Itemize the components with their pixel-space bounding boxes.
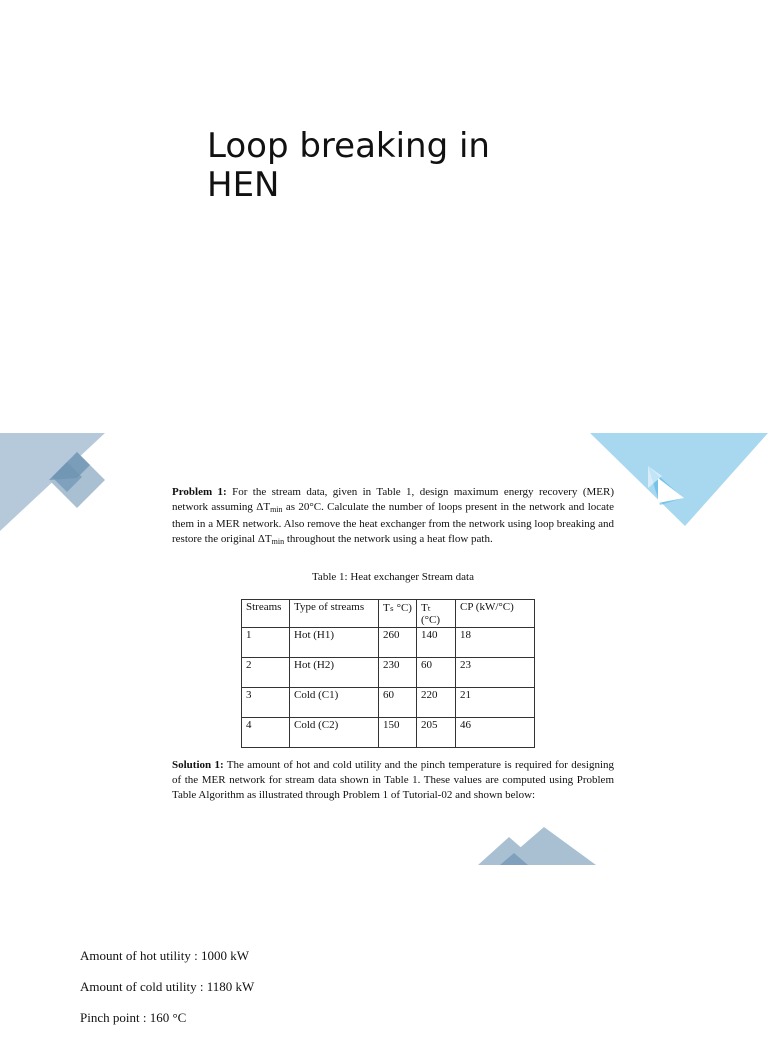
header-cell: Streams [242, 600, 290, 628]
table-header-row [242, 600, 535, 628]
table-cell: 205 [417, 718, 456, 748]
solution-statement [172, 758, 614, 803]
problem-text-part2: as 20°C. Calculate the number of loops present in the network and locate them in a MER network. Also remove the heat exchanger from the network using loop breaking and restore the original ΔT [172, 501, 614, 545]
table-cell: 150 [379, 718, 417, 748]
table-cell: 21 [456, 688, 535, 718]
table-row [242, 718, 535, 748]
delta-t-subscript: min [271, 537, 285, 546]
results-list [80, 948, 254, 1041]
table-cell: 18 [456, 628, 535, 658]
table-cell: 60 [417, 658, 456, 688]
table-row [242, 628, 535, 658]
solution-text: The amount of hot and cold utility and the pinch temperature is required for designing of the MER network for stream data shown in Table 1. These values are computed using Problem Table Algorithm as illustrated through Problem 1 of Tutorial-02 and shown below: [172, 759, 615, 801]
left-diamond-decoration [0, 433, 110, 533]
table-cell: 3 [242, 688, 290, 718]
problem-text-part3: throughout the network using a heat flow path. [284, 533, 493, 545]
table-cell: 2 [242, 658, 290, 688]
table-cell: 23 [456, 658, 535, 688]
header-cell: Type of streams [290, 600, 379, 628]
table-cell: 140 [417, 628, 456, 658]
problem-statement [172, 485, 614, 549]
header-cell: CP (kW/°C) [456, 600, 535, 628]
stream-data-table [241, 599, 535, 748]
table-row [242, 658, 535, 688]
table-cell: 60 [379, 688, 417, 718]
slide-title: Loop breaking in HEN [207, 126, 490, 205]
table-cell: 220 [417, 688, 456, 718]
table-cell: 230 [379, 658, 417, 688]
delta-t-subscript: min [270, 505, 283, 514]
solution-label: Solution 1: [172, 759, 224, 771]
table-cell: 1 [242, 628, 290, 658]
table-cell: 46 [456, 718, 535, 748]
hot-utility-value: Amount of hot utility : 1000 kW [80, 948, 249, 963]
table-row [242, 688, 535, 718]
table-cell: Cold (C2) [290, 718, 379, 748]
table-cell: Hot (H1) [290, 628, 379, 658]
bottom-triangle-decoration [478, 825, 598, 867]
cold-utility-value: Amount of cold utility : 1180 kW [80, 979, 255, 994]
table-cell: 260 [379, 628, 417, 658]
problem-label: Problem 1: [172, 486, 227, 498]
table-cell: 4 [242, 718, 290, 748]
table-caption: Table 1: Heat exchanger Stream data [311, 571, 474, 583]
header-cell: Tₛ °C) [379, 600, 417, 628]
pinch-point-value: Pinch point : 160 °C [80, 1010, 187, 1025]
table-cell: Hot (H2) [290, 658, 379, 688]
right-triangle-decoration [590, 433, 768, 533]
table-cell: Cold (C1) [290, 688, 379, 718]
problem-text-part1: For the stream data, given in Table 1, design maximum energy recovery (MER) network assuming ΔT [172, 486, 614, 513]
header-cell: Tₜ (°C) [417, 600, 456, 628]
